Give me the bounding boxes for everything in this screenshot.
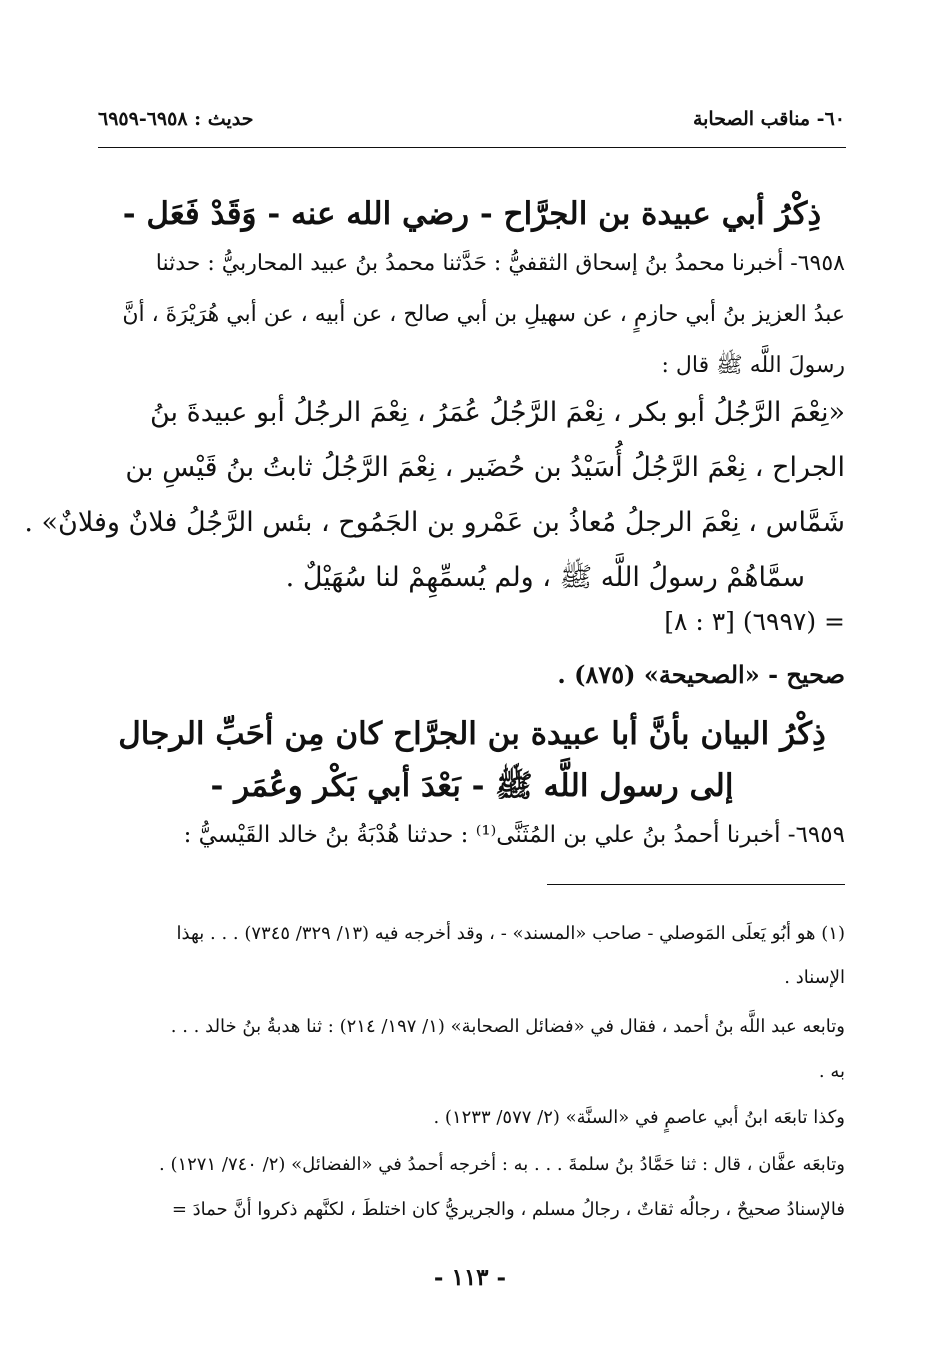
footnote-line: وتابعَه عفَّان ، قال : ثنا حَمَّادُ بنُ سلمةَ . . . به : أخرجه أحمدُ في «الفضائل» (٢/ ٧٤٠/ ١٢٧١) . — [159, 1154, 845, 1175]
isnad-line: ٦٩٥٩- أخبرنا أحمدُ بنُ علي بن المُثَنَّى⁽¹⁾ : حدثنا هُدْبَةُ بنُ خالد القَيْسيُّ : — [183, 822, 845, 848]
heading-line: ذِكْرُ البيان بأنَّ أبا عبيدة بن الجرَّاح كان مِن أحَبِّ الرجال — [118, 716, 826, 752]
section-heading-abu-ubaidah: ذِكْرُ أبي عبيدة بن الجرَّاح - رضي الله عنه - وَقَدْ فَعَل - — [122, 196, 822, 232]
header-divider — [98, 147, 846, 148]
footnote-line: الإسناد . — [784, 967, 845, 988]
matn-line: الجراح ، نِعْمَ الرَّجُلُ أُسَيْدُ بن حُضَير ، نِعْمَ الرَّجُلُ ثابتُ بنُ قَيْسِ بن — [125, 452, 845, 483]
footnote-line: به . — [818, 1061, 845, 1082]
isnad-line: عبدُ العزيز بنُ أبي حازمٍ ، عن سهيلِ بن أبي صالح ، عن أبيه ، عن أبي هُرَيْرَةَ ، أنَّ — [122, 302, 845, 327]
section-heading-bayan — [98, 708, 846, 812]
footnote-line: وكذا تابعَه ابنُ أبي عاصمٍ في «السنَّة» (٢/ ٥٧٧/ ١٢٣٣) . — [433, 1107, 845, 1128]
matn-line: شَمَّاس ، نِعْمَ الرجلُ مُعاذُ بن عَمْرو بن الجَمُوح ، بئس الرَّجُلُ فلانٌ وفلانٌ» . — [24, 507, 845, 538]
grade-label: صحيح - — [768, 660, 845, 689]
matn-line: سمَّاهُمْ رسولُ اللَّه ﷺ ، ولم يُسمِّهِمْ لنا سُهَيْلٌ . — [285, 562, 805, 593]
footnote-divider — [547, 884, 845, 885]
page-number: - ١١٣ - — [433, 1264, 507, 1291]
hadith-6958-matn — [24, 385, 845, 605]
running-header-title: ٦٠- مناقب الصحابة — [692, 108, 845, 130]
running-header-hadith-ref: حديث : ٦٩٥٨-٦٩٥٩ — [98, 108, 254, 130]
heading-line: إلى رسول اللَّه ﷺ - بَعْدَ أبي بَكْر وعُمَر - — [210, 768, 734, 804]
hadith-6959-isnad — [93, 815, 845, 855]
footnote-line: (١) هو أبُو يَعلَى المَوصلي - صاحب «المسند» - ، وقد أخرجه فيه (١٣/ ٣٢٩/ ٧٣٤٥) . . . بهذا — [176, 923, 845, 944]
hadith-6958-grade — [557, 660, 845, 689]
isnad-line: رسولَ اللَّه ﷺ قال : — [661, 353, 845, 378]
hadith-6958-reference: = (٦٩٩٧) [٣ : ٨] — [664, 607, 845, 636]
footnote-line: وتابعه عبد اللَّه بنُ أحمد ، فقال في «فضائل الصحابة» (١/ ١٩٧/ ٢١٤) : ثنا هدبةُ بنُ خالد . . . — [170, 1016, 845, 1037]
footnote-line: فالإسنادُ صحيحٌ ، رجالُه ثقاتٌ ، رجالُ مسلم ، والجريريُّ كان اختلطَ ، لكنَّهم ذكروا أنَّ حمادَ = — [171, 1199, 845, 1220]
grade-source: «الصحيحة» (٨٧٥) . — [557, 660, 760, 689]
matn-line: «نِعْمَ الرَّجُلُ أبو بكر ، نِعْمَ الرَّجُلُ عُمَرُ ، نِعْمَ الرجُلُ أبو عبيدةَ بنُ — [150, 397, 845, 428]
isnad-line: ٦٩٥٨- أخبرنا محمدُ بنُ إسحاق الثقفيُّ : حَدَّثنا محمدُ بنُ عبيد المحاربيُّ : حدثنا — [155, 251, 845, 276]
hadith-6958-isnad — [93, 238, 845, 391]
